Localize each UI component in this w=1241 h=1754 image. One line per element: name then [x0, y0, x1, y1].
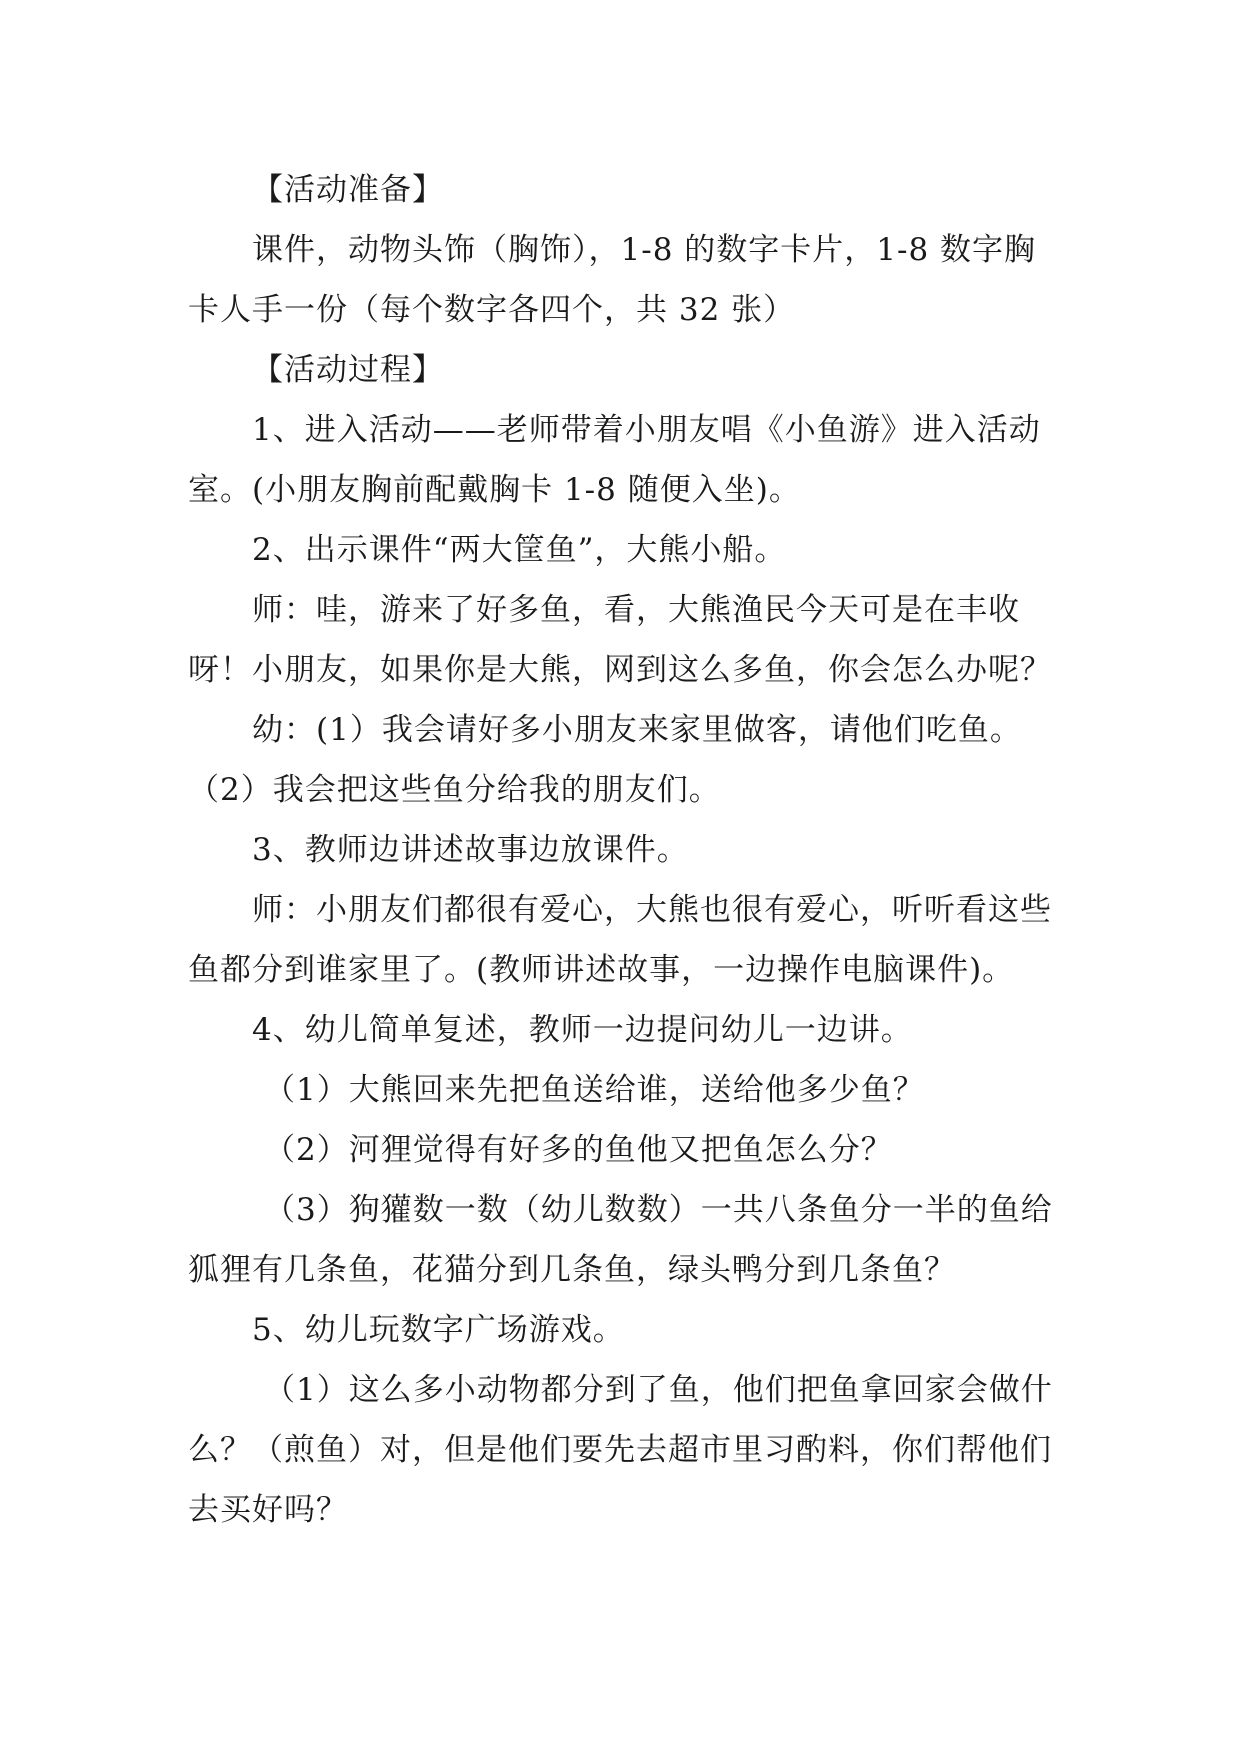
paragraph-child-answer-1: 幼：(1）我会请好多小朋友来家里做客，请他们吃鱼。: [252, 712, 1022, 748]
paragraph-game-question: （1）这么多小动物都分到了鱼，他们把鱼拿回家会做什么？（煎鱼）对，但是他们要先去超市里习酌料，你们帮他们去买好吗？: [188, 1372, 1053, 1528]
paragraph-question-1: （1）大熊回来先把鱼送给谁，送给他多少鱼？: [264, 1072, 925, 1108]
paragraph-question-3: （3）狗獾数一数（幼儿数数）一共八条鱼分一半的鱼给狐狸有几条鱼，花猫分到几条鱼，绿头鸭分到几条鱼？: [188, 1192, 1053, 1288]
document-body: [188, 160, 1054, 1540]
paragraph-step-4: 4、幼儿简单复述，教师一边提问幼儿一边讲。: [252, 1012, 913, 1048]
paragraph-step-1: 1、进入活动——老师带着小朋友唱《小鱼游》进入活动室。(小朋友胸前配戴胸卡 1-8 随便入坐)。: [188, 412, 1041, 508]
paragraph-step-2: 2、出示课件“两大筐鱼”，大熊小船。: [252, 532, 787, 568]
paragraph-teacher-question: 师：哇，游来了好多鱼，看，大熊渔民今天可是在丰收呀！小朋友，如果你是大熊，网到这么多鱼，你会怎么办呢？: [188, 592, 1052, 688]
section-heading-preparation: 【活动准备】: [252, 172, 444, 208]
section-heading-process: 【活动过程】: [252, 352, 444, 388]
paragraph-question-2: （2）河狸觉得有好多的鱼他又把鱼怎么分？: [264, 1132, 893, 1168]
paragraph-child-answer-2: （2）我会把这些鱼分给我的朋友们。: [188, 772, 721, 808]
paragraph-teacher-story: 师：小朋友们都很有爱心，大熊也很有爱心，听听看这些鱼都分到谁家里了。(教师讲述故事，一边操作电脑课件)。: [188, 892, 1052, 988]
paragraph-step-3: 3、教师边讲述故事边放课件。: [252, 832, 689, 868]
paragraph-step-5: 5、幼儿玩数字广场游戏。: [252, 1312, 625, 1348]
paragraph-materials: 课件，动物头饰（胸饰），1-8 的数字卡片，1-8 数字胸卡人手一份（每个数字各四个，共 32 张）: [188, 232, 1037, 328]
